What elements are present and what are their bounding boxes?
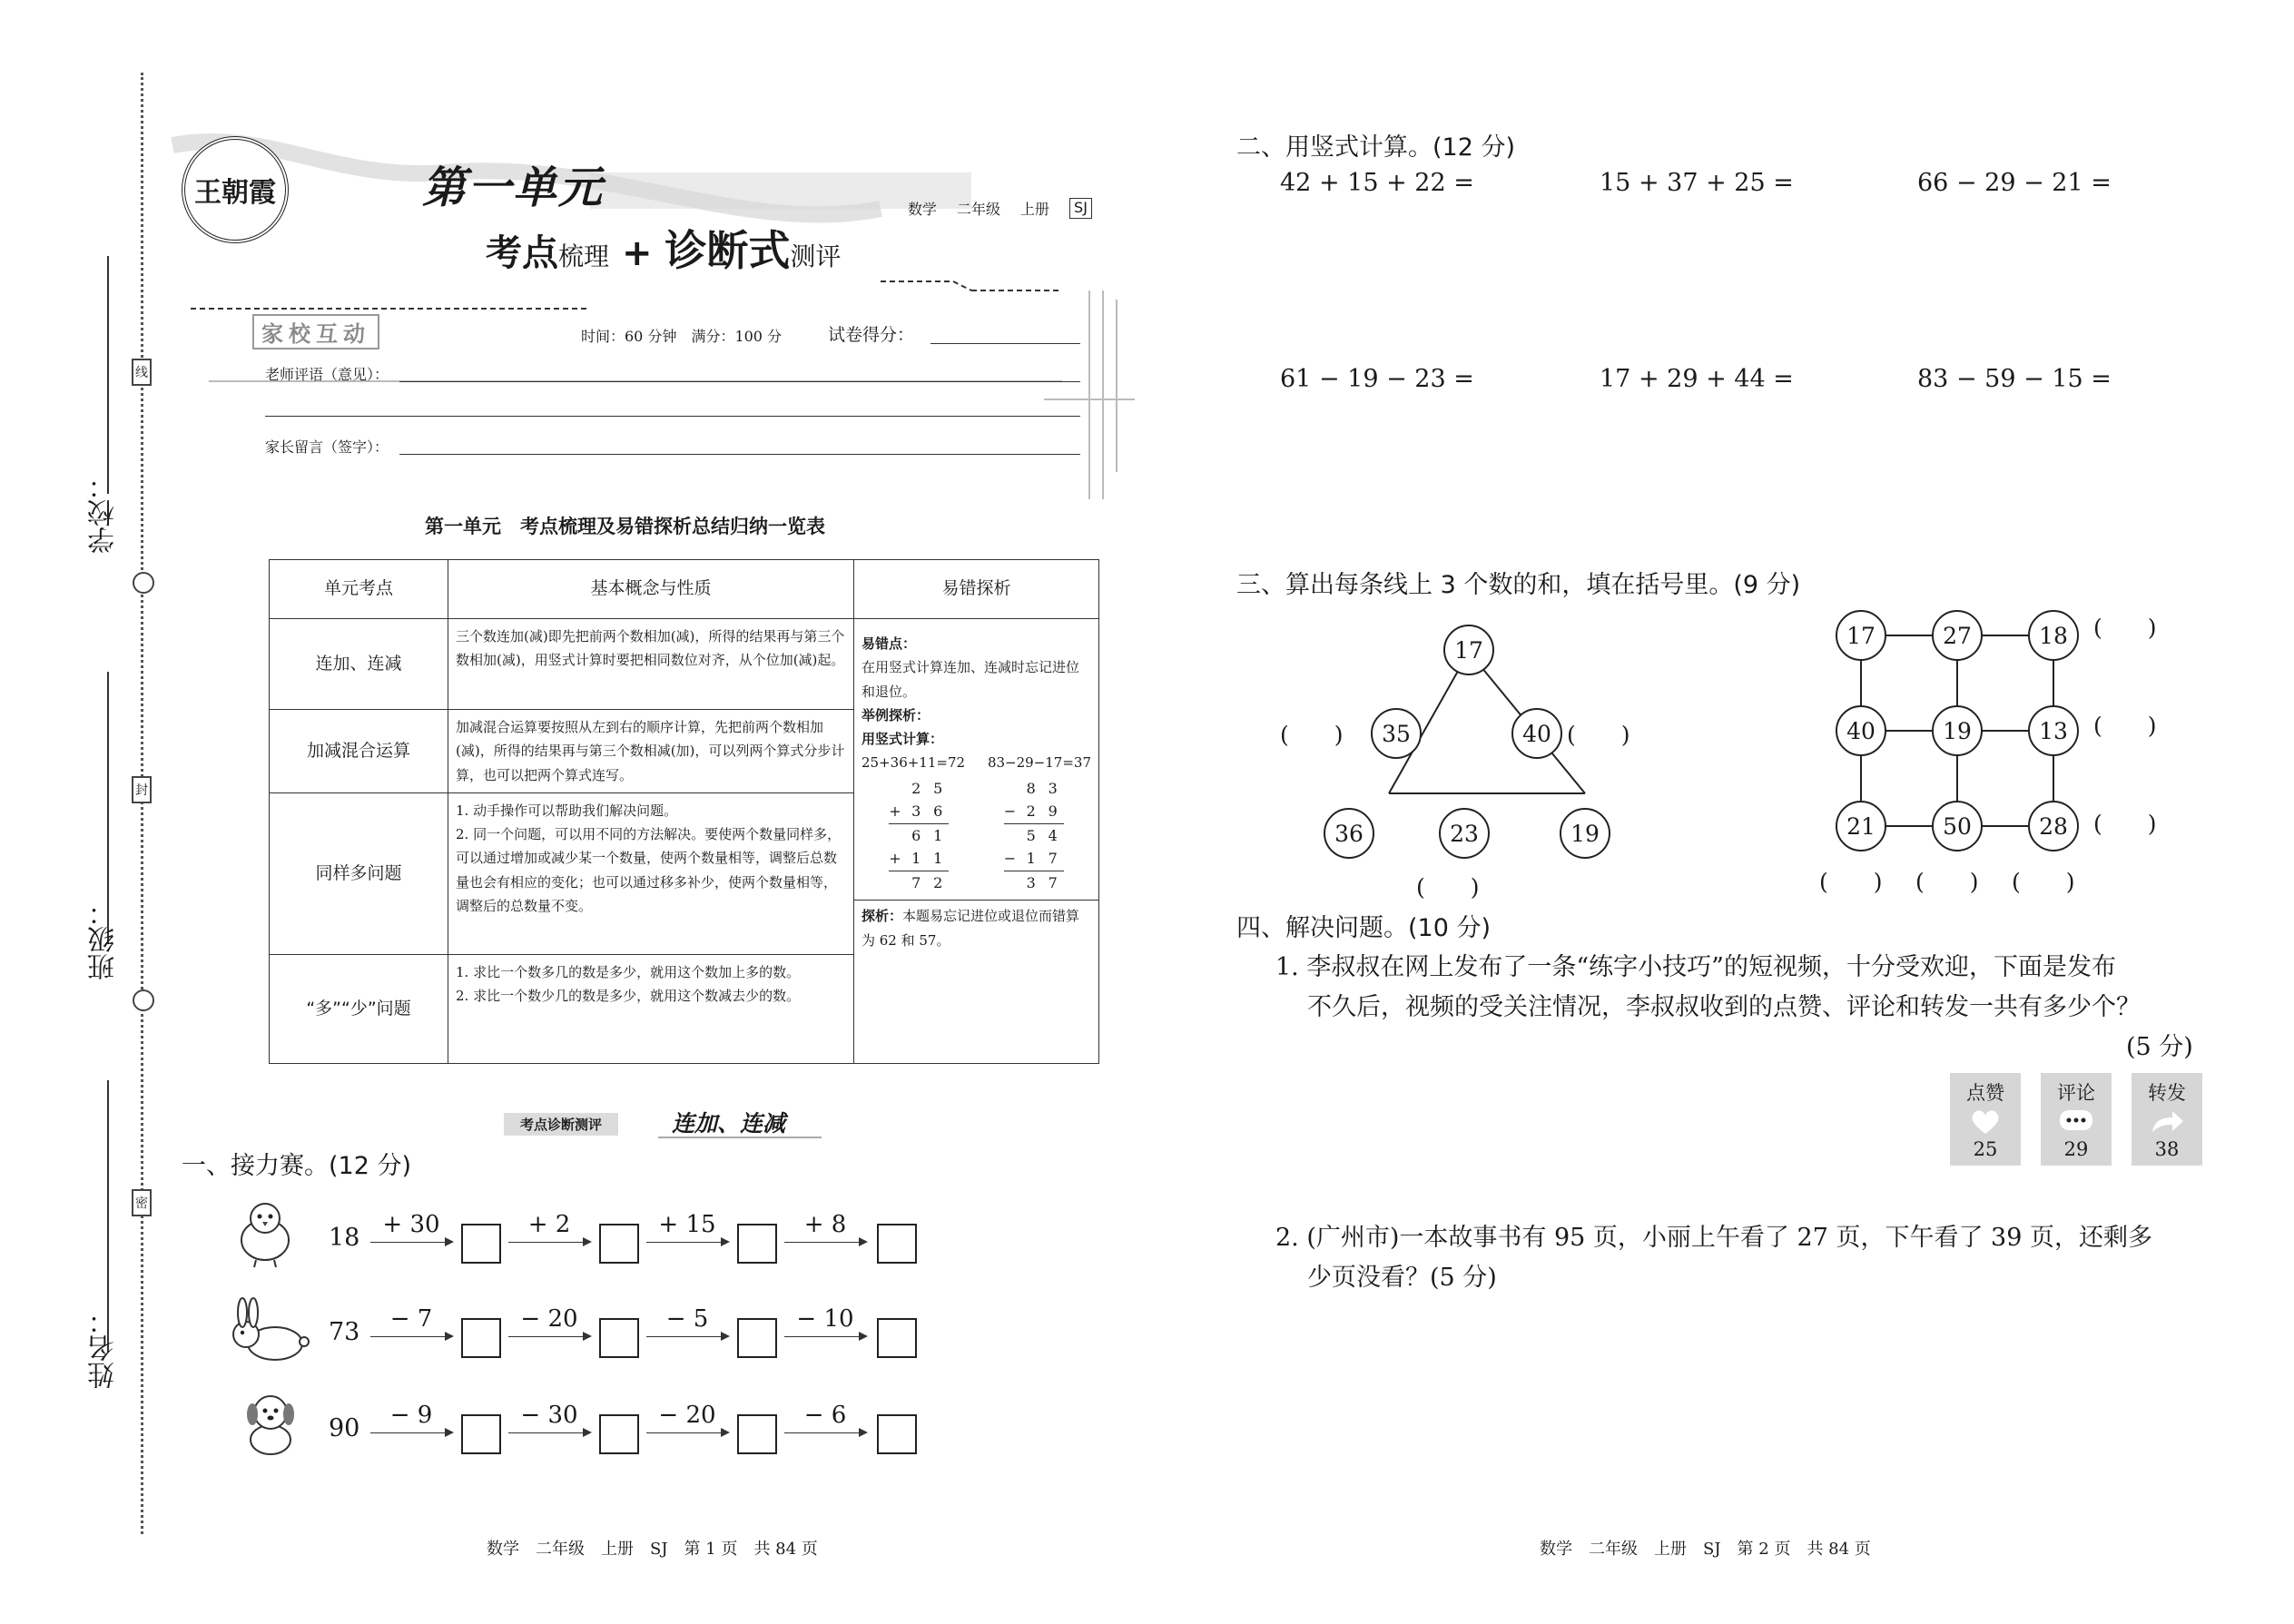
vcalc-sign [1004, 777, 1020, 801]
binding-mark-line: 线 [132, 359, 152, 386]
diag-banner-topic: 连加、连减 [672, 1110, 786, 1137]
vcalc-sign [1004, 824, 1020, 848]
answer-paren[interactable]: ( ) [1280, 722, 1344, 748]
vertical-calc-expr: 42 + 15 + 22 = [1280, 169, 1474, 197]
vcalc-digit: 8 [1026, 779, 1036, 797]
relay-op: + 15 [658, 1211, 716, 1238]
meta-subject: 数学 [908, 201, 938, 218]
relay-op: + 8 [803, 1211, 847, 1238]
subtitle-plus: + [621, 232, 653, 274]
meta-edition: SJ [1069, 198, 1092, 219]
section1-heading: 一、接力赛。(12 分) [182, 1152, 412, 1180]
vertical-calc-1 [889, 777, 949, 895]
puppy-icon [234, 1387, 307, 1460]
relay-op: − 7 [389, 1305, 433, 1333]
shares-stat [2132, 1073, 2202, 1166]
exam-time-info: 时间：60 分钟 满分：100 分 [581, 328, 783, 345]
vcalc-row [889, 824, 949, 848]
diag-banner [504, 1109, 831, 1137]
vcalc-sign [1004, 871, 1020, 895]
vcalc-digit: 5 [1026, 826, 1036, 844]
example-equations [861, 751, 1091, 774]
vcalc-row [889, 777, 949, 801]
relay-start: 73 [329, 1318, 360, 1346]
comments-stat [2041, 1073, 2112, 1166]
relay-op: − 6 [803, 1402, 847, 1429]
vcalc-digit: 3 [911, 802, 921, 821]
diag-banner-tag: 考点诊断测评 [504, 1113, 618, 1136]
topic-cell: 加减混合运算 [270, 710, 448, 793]
vcalc-digit: 3 [1048, 779, 1058, 797]
analysis-note [854, 900, 1098, 952]
footer-left: 数学 二年级 上册 SJ 第 1 页 共 84 页 [487, 1540, 818, 1559]
question-1-score: (5 分) [2126, 1033, 2193, 1061]
unit-title: 第一单元 [422, 162, 605, 213]
vertical-calc-expr: 15 + 37 + 25 = [1600, 169, 1794, 197]
answer-box[interactable] [877, 1224, 917, 1264]
vcalc-digit: 7 [1048, 850, 1058, 868]
course-meta [908, 198, 1092, 219]
col-header-topic: 单元考点 [270, 560, 448, 619]
question-2-line-1: 2. (广州市)一本故事书有 95 页，小丽上午看了 27 页，下午看了 39 页，还剩多 [1275, 1224, 2152, 1252]
answer-paren[interactable]: ( ) [2093, 811, 2157, 837]
number-node: 18 [2028, 610, 2079, 661]
number-node: 19 [1560, 808, 1610, 859]
school-label: 学校： [88, 472, 120, 554]
teacher-comment-line-1[interactable] [399, 381, 1080, 382]
number-node: 19 [1932, 705, 1983, 756]
section3-heading: 三、算出每条线上 3 个数的和，填在括号里。(9 分) [1236, 571, 1801, 599]
answer-box[interactable] [877, 1414, 917, 1454]
parent-comment-label: 家长留言（签字）： [265, 438, 389, 456]
relay-arrow [508, 1432, 590, 1433]
relay-arrow [784, 1432, 866, 1433]
subtitle-part-a: 考点 [486, 232, 558, 274]
vcalc-digit: 3 [1026, 873, 1036, 891]
relay-op: + 30 [382, 1211, 440, 1238]
example-label: 举例探析： [861, 706, 930, 723]
summary-table [269, 559, 1099, 1064]
relay-op: − 10 [796, 1305, 854, 1333]
binding-dotted-line [141, 73, 143, 1534]
example-equation-1: 25+36+11=72 [861, 754, 966, 772]
home-school-badge: 家校互动 [252, 314, 379, 349]
score-label: 试卷得分： [828, 325, 915, 345]
vcalc-row [1004, 800, 1064, 824]
footer-right: 数学 二年级 上册 SJ 第 2 页 共 84 页 [1540, 1540, 1871, 1559]
answer-paren[interactable]: ( ) [2093, 615, 2157, 641]
relay-op: − 20 [658, 1402, 716, 1429]
vcalc-digit: 7 [1048, 873, 1058, 891]
relay-start: 18 [329, 1224, 360, 1252]
number-node: 23 [1439, 808, 1490, 859]
error-point-label: 易错点： [861, 635, 917, 652]
vcalc-digit: 2 [933, 873, 943, 891]
stat-label: 点赞 [1966, 1082, 2004, 1104]
relay-op: − 9 [389, 1402, 433, 1429]
subtitle-part-c: 诊断式 [665, 226, 791, 275]
col-header-errors: 易错探析 [854, 560, 1099, 619]
vertical-calc-expr: 61 − 19 − 23 = [1280, 365, 1474, 393]
topic-cell: 连加、连减 [270, 619, 448, 710]
logo [182, 136, 289, 243]
vcalc-row [889, 800, 949, 824]
example-equation-2: 83−29−17=37 [987, 754, 1091, 772]
relay-op: − 20 [520, 1305, 578, 1333]
answer-paren[interactable]: ( ) [1567, 722, 1630, 748]
relay-arrow [784, 1242, 866, 1243]
error-analysis-cell [854, 619, 1099, 1064]
binding-mark-secret: 密 [132, 1189, 152, 1216]
page-subtitle [486, 218, 841, 278]
vcalc-row [1004, 871, 1064, 895]
meta-volume: 上册 [1020, 201, 1050, 218]
relay-arrow [646, 1336, 728, 1337]
relay-op: − 30 [520, 1402, 578, 1429]
vcalc-sign [889, 777, 905, 801]
vcalc-digit: 9 [1048, 802, 1058, 821]
parent-comment-line[interactable] [399, 454, 1080, 455]
analysis-text: 本题易忘记进位或退位而错算为 62 和 57。 [861, 908, 1080, 949]
vcalc-digit: 1 [933, 850, 943, 868]
number-node: 36 [1324, 808, 1374, 859]
vcalc-sign: − [1003, 850, 1017, 868]
concept-cell: 1. 求比一个数多几的数是多少，就用这个数加上多的数。 2. 求比一个数少几的数是多少，就用这个数减去少的数。 [448, 954, 854, 1063]
answer-box[interactable] [599, 1224, 639, 1264]
vcalc-digit: 1 [1026, 850, 1036, 868]
relay-arrow [370, 1336, 452, 1337]
school-field-line [107, 256, 109, 494]
answer-box[interactable] [599, 1414, 639, 1454]
relay-start: 90 [329, 1414, 360, 1442]
vcalc-row [889, 871, 949, 895]
rabbit-icon [222, 1296, 313, 1369]
binding-mark-seal: 封 [132, 776, 152, 803]
relay-arrow [508, 1336, 590, 1337]
teacher-comment-line-2[interactable] [265, 416, 1080, 417]
subtitle-part-d: 测评 [790, 241, 842, 271]
vertical-calc-expr: 83 − 59 − 15 = [1917, 365, 2112, 393]
vcalc-row [1004, 824, 1064, 848]
answer-paren[interactable]: ( ) [1819, 869, 1883, 895]
concept-cell: 三个数连加(减)即先把前两个数相加(减)，所得的结果再与第三个数相加(减)，用竖式计算时要把相同数位对齐，从个位加(减)起。 [448, 619, 854, 710]
vcalc-digit: 1 [933, 826, 943, 844]
relay-op: + 2 [527, 1211, 571, 1238]
likes-stat [1950, 1073, 2021, 1166]
answer-paren[interactable]: ( ) [1416, 874, 1480, 901]
number-node: 21 [1836, 801, 1886, 851]
heart-icon [1970, 1108, 2001, 1136]
vcalc-row [1004, 777, 1064, 801]
vcalc-sign: − [1003, 802, 1017, 821]
question-2-line-2: 少页没看？(5 分) [1307, 1264, 1497, 1292]
class-label: 班级： [88, 899, 120, 980]
vcalc-digit: 1 [911, 850, 921, 868]
section4-heading: 四、解决问题。(10 分) [1236, 914, 1492, 942]
number-node: 17 [1443, 625, 1494, 675]
answer-box[interactable] [877, 1318, 917, 1358]
chick-icon [229, 1196, 301, 1269]
stat-label: 评论 [2057, 1082, 2095, 1104]
vcalc-row [889, 847, 949, 871]
number-node: 17 [1836, 610, 1886, 661]
number-node: 50 [1932, 801, 1983, 851]
name-label: 姓名： [88, 1307, 120, 1389]
section2-heading: 二、用竖式计算。(12 分) [1236, 133, 1516, 162]
vcalc-digit: 7 [911, 873, 921, 891]
share-icon [2149, 1108, 2185, 1136]
vcalc-digit: 6 [911, 826, 921, 844]
vertical-calc-expr: 66 − 29 − 21 = [1917, 169, 2112, 197]
question-1-line-1: 1. 李叔叔在网上发布了一条“练字小技巧”的短视频，十分受欢迎，下面是发布 [1275, 953, 2116, 981]
vcalc-sign: + [889, 802, 901, 821]
vcalc-digit: 2 [1026, 802, 1036, 821]
answer-paren[interactable]: ( ) [2093, 713, 2157, 739]
concept-cell: 1. 动手操作可以帮助我们解决问题。 2. 同一个问题，可以用不同的方法解决。要使两个数量同样多，可以通过增加或减少某一个数量，使两个数量相等，调整后总数量也会有相应的变化；也可以通过移多补少，使两个数量相等，调整后的总数量不变。 [448, 792, 854, 954]
answer-box[interactable] [461, 1318, 501, 1358]
vcalc-sign [889, 871, 905, 895]
answer-paren[interactable]: ( ) [1915, 869, 1979, 895]
relay-op: − 5 [665, 1305, 709, 1333]
col-header-concept: 基本概念与性质 [448, 560, 854, 619]
topic-cell: “多”“少”问题 [270, 954, 448, 1063]
answer-box[interactable] [461, 1224, 501, 1264]
binding-hole-icon [133, 989, 154, 1011]
vcalc-sign: + [889, 850, 901, 868]
question-1-line-2: 不久后，视频的受关注情况，李叔叔收到的点赞、评论和转发一共有多少个？ [1307, 993, 2141, 1021]
stat-label: 转发 [2148, 1082, 2186, 1104]
vertical-calcs [861, 777, 1091, 895]
vcalc-row [1004, 847, 1064, 871]
vertical-calc-expr: 17 + 29 + 44 = [1600, 365, 1794, 393]
vcalc-digit: 2 [911, 779, 921, 797]
topic-cell: 同样多问题 [270, 792, 448, 954]
relay-arrow [370, 1432, 452, 1433]
meta-grade: 二年级 [957, 201, 1001, 218]
binding-hole-icon [133, 572, 154, 594]
stat-value: 29 [2063, 1138, 2089, 1160]
summary-title: 第一单元 考点梳理及易错探析总结归纳一览表 [425, 516, 825, 537]
number-node: 40 [1511, 708, 1562, 759]
teacher-comment-label: 老师评语（意见）： [265, 366, 389, 383]
comment-icon [2058, 1108, 2094, 1136]
relay-arrow [370, 1242, 452, 1243]
relay-arrow [646, 1432, 728, 1433]
subtitle-part-b: 梳理 [558, 241, 610, 271]
error-point-text: 在用竖式计算连加、连减时忘记进位和退位。 [861, 659, 1080, 700]
number-node: 13 [2028, 705, 2079, 756]
answer-box[interactable] [737, 1414, 777, 1454]
vcalc-sign [889, 824, 905, 848]
relay-arrow [784, 1336, 866, 1337]
stat-value: 38 [2154, 1138, 2180, 1160]
vcalc-digit: 4 [1048, 826, 1058, 844]
calc-label: 用竖式计算： [861, 731, 944, 747]
answer-box[interactable] [461, 1414, 501, 1454]
logo-text: 王朝霞 [194, 177, 276, 209]
diag-banner-underline [658, 1137, 822, 1138]
relay-arrow [646, 1242, 728, 1243]
number-node: 35 [1371, 708, 1422, 759]
vcalc-digit: 5 [933, 779, 943, 797]
stat-value: 25 [1973, 1138, 1998, 1160]
answer-paren[interactable]: ( ) [2012, 869, 2075, 895]
number-node: 40 [1836, 705, 1886, 756]
answer-box[interactable] [737, 1318, 777, 1358]
score-field[interactable] [930, 343, 1080, 344]
relay-arrow [508, 1242, 590, 1243]
answer-box[interactable] [737, 1224, 777, 1264]
number-node: 28 [2028, 801, 2079, 851]
vcalc-digit: 6 [933, 802, 943, 821]
concept-cell: 加减混合运算要按照从左到右的顺序计算，先把前两个数相加(减)，所得的结果再与第三个数相减(加)，可以列两个算式分步计算，也可以把两个算式连写。 [448, 710, 854, 793]
number-node: 27 [1932, 610, 1983, 661]
answer-box[interactable] [599, 1318, 639, 1358]
vertical-calc-2 [1004, 777, 1064, 895]
analysis-label: 探析： [861, 908, 903, 925]
